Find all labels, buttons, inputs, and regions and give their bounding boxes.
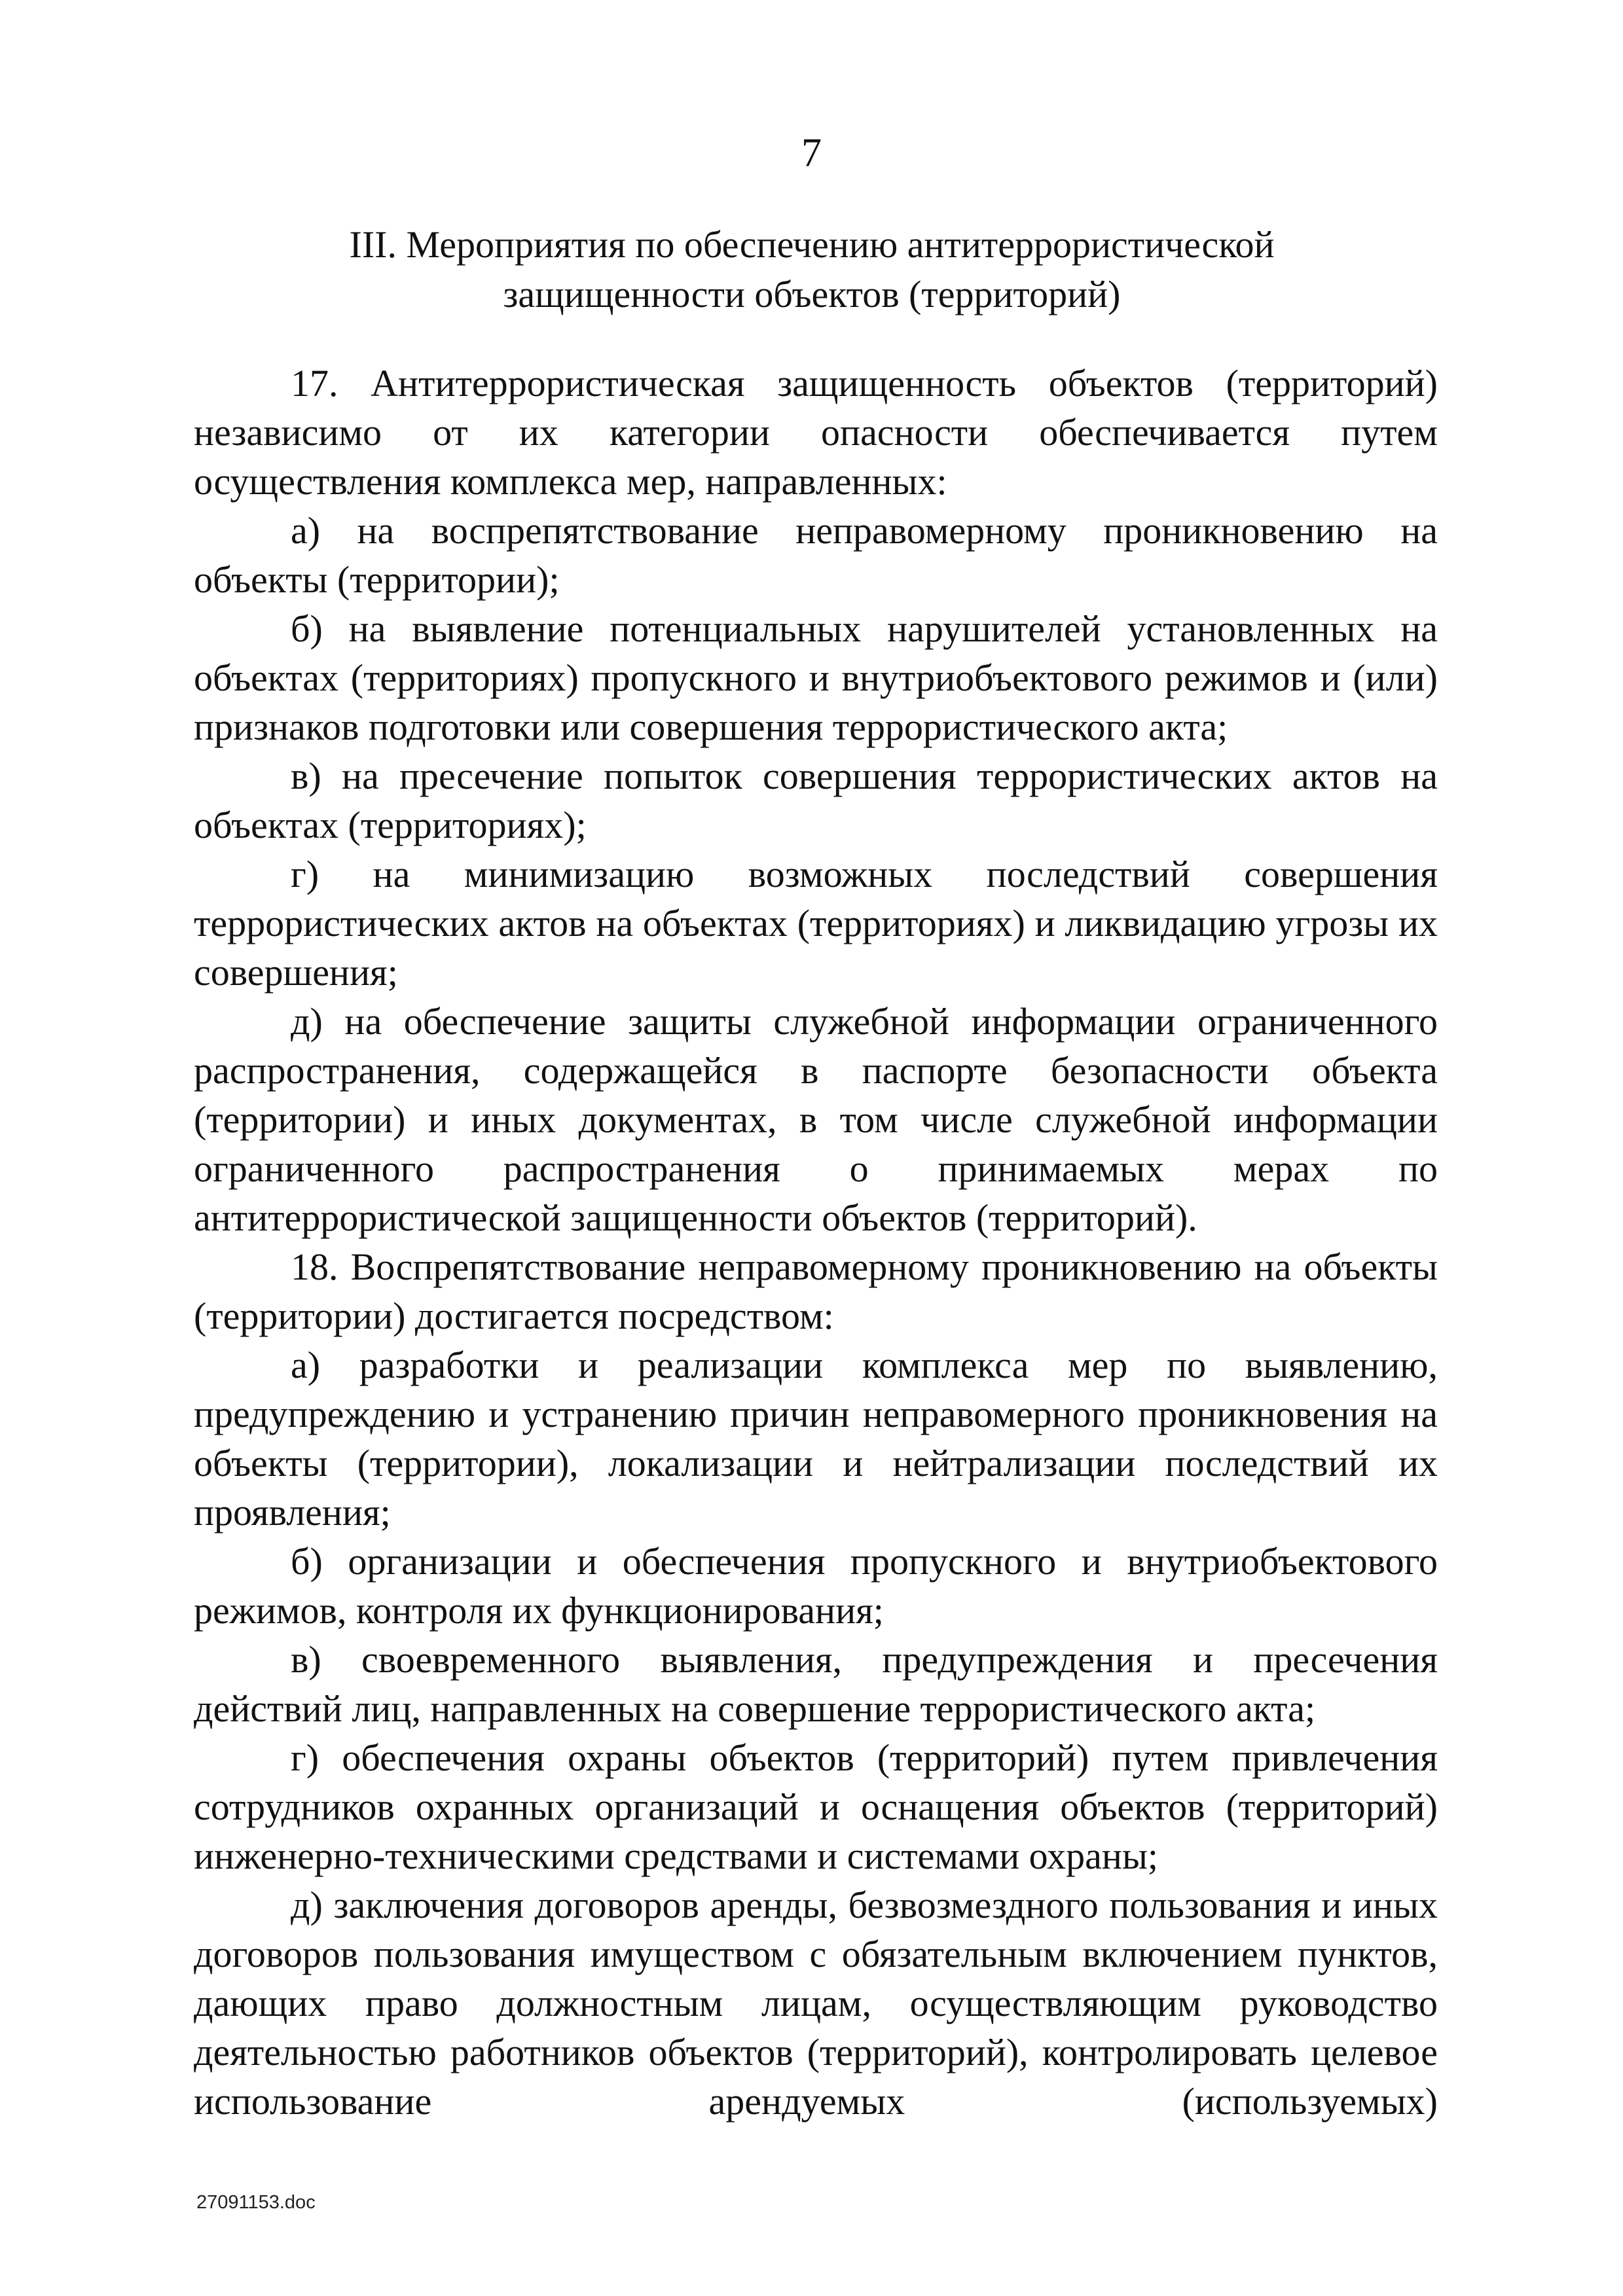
- document-filename: 27091153.doc: [196, 2192, 316, 2213]
- document-body: [194, 359, 1438, 2126]
- paragraph-17-b: б) на выявление потенциальных нарушителей установленных на объектах (территориях) пропускного и внутриобъектового режимов и (или) признаков подготовки или совершения террористического акта;: [194, 607, 1438, 748]
- paragraph-18: 18. Воспрепятствование неправомерному проникновению на объекты (территории) достигается посредством:: [194, 1246, 1438, 1337]
- paragraph-17-d: д) на обеспечение защиты служебной информации ограниченного распространения, содержащейся в паспорте безопасности объекта (территории) и иных документах, в том числе служебной информации ограниченного распространения о принимаемых мерах по антитеррористической защищенности объектов (территорий).: [194, 1000, 1438, 1239]
- paragraph-18-b: б) организации и обеспечения пропускного и внутриобъектового режимов, контроля их функционирования;: [194, 1540, 1438, 1632]
- page-number: 7: [801, 131, 822, 175]
- section-heading: [190, 220, 1434, 319]
- section-heading-line-2: защищенности объектов (территорий): [503, 273, 1121, 315]
- paragraph-17-a: а) на воспрепятствование неправомерному проникновению на объекты (территории);: [194, 509, 1438, 601]
- paragraph-18-g: г) обеспечения охраны объектов (территорий) путем привлечения сотрудников охранных организаций и оснащения объектов (территорий) инженерно-техническими средствами и системами охраны;: [194, 1736, 1438, 1877]
- paragraph-17-g: г) на минимизацию возможных последствий совершения террористических актов на объектах (территориях) и ликвидацию угрозы их совершения;: [194, 853, 1438, 994]
- paragraph-18-a: а) разработки и реализации комплекса мер по выявлению, предупреждению и устранению причин неправомерного проникновения на объекты (территории), локализации и нейтрализации последствий их проявления;: [194, 1344, 1438, 1534]
- paragraph-17: 17. Антитеррористическая защищенность объектов (территорий) независимо от их категории опасности обеспечивается путем осуществления комплекса мер, направленных:: [194, 362, 1438, 503]
- paragraph-17-v: в) на пресечение попыток совершения террористических актов на объектах (территориях);: [194, 755, 1438, 846]
- paragraph-18-d: д) заключения договоров аренды, безвозмездного пользования и иных договоров пользования имуществом с обязательным включением пунктов, дающих право должностным лицам, осуществляющим руководство деятельностью работников объектов (территорий), контролировать целевое использование арендуемых (используемых): [194, 1884, 1438, 2123]
- paragraph-18-v: в) своевременного выявления, предупреждения и пресечения действий лиц, направленных на совершение террористического акта;: [194, 1638, 1438, 1730]
- section-heading-line-1: III. Мероприятия по обеспечению антитеррористической: [349, 223, 1275, 266]
